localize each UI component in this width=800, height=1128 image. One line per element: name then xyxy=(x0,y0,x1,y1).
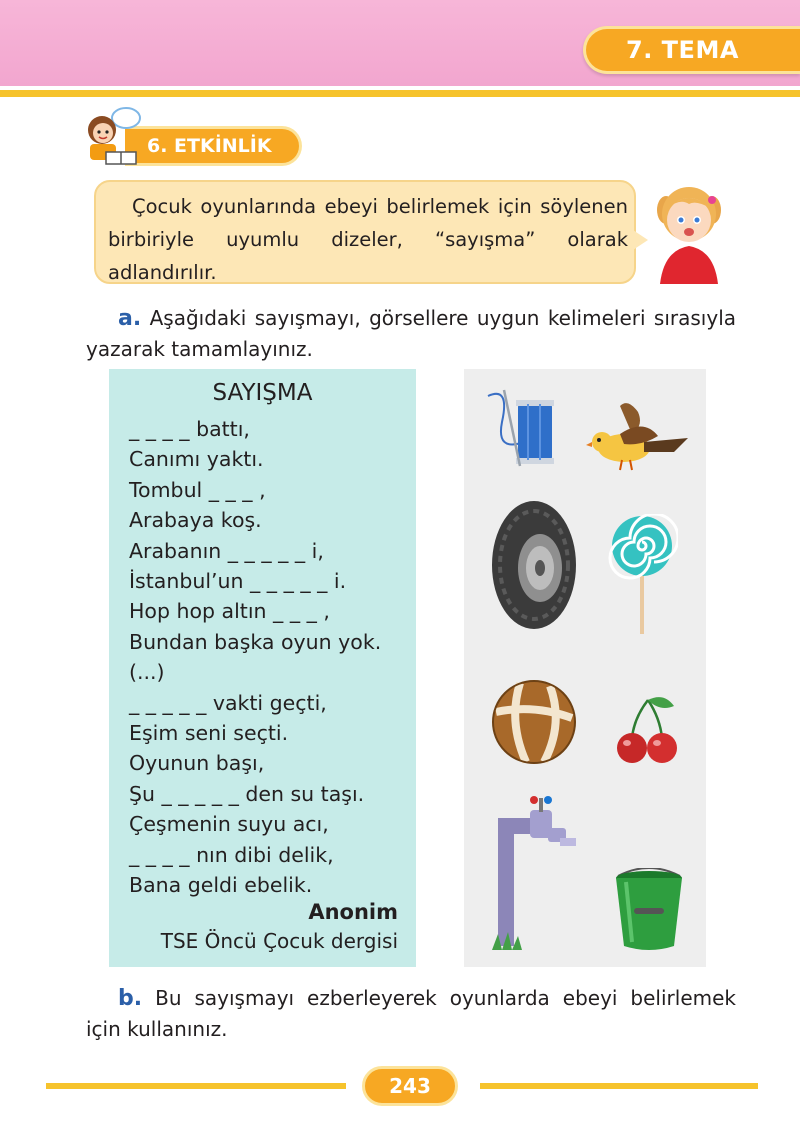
poem-line: Bana geldi ebelik. xyxy=(129,873,313,898)
poem-line: Arabanın _ _ _ _ _ i, xyxy=(129,538,324,563)
instruction-b-marker: b. xyxy=(118,986,143,1011)
poem-source: TSE Öncü Çocuk dergisi xyxy=(160,929,398,953)
poem-line: Bundan başka oyun yok. xyxy=(129,629,382,654)
poem-author: Anonim xyxy=(308,900,398,924)
tema-tab xyxy=(583,26,800,74)
poem-line: Çeşmenin suyu acı, xyxy=(129,812,329,837)
poem-title: SAYIŞMA xyxy=(212,380,313,406)
poem-line: _ _ _ _ nın dibi delik, xyxy=(129,842,334,867)
page-number: 243 xyxy=(389,1074,431,1098)
instruction-a-marker: a. xyxy=(118,306,142,331)
poem-line: _ _ _ _ battı, xyxy=(129,417,250,441)
footer-line-left xyxy=(46,1083,346,1089)
poem-line: Hop hop altın _ _ _ , xyxy=(129,599,330,624)
lollipop-icon xyxy=(606,514,678,640)
poem-lines xyxy=(129,414,381,901)
footer-line-right xyxy=(480,1083,758,1089)
poem-line: Canımı yaktı. xyxy=(129,447,264,472)
needle-thread-icon xyxy=(480,382,566,470)
reading-girl-icon xyxy=(76,104,148,170)
poem-line: Oyunun başı, xyxy=(129,751,265,776)
poem-line: Tombul _ _ _ , xyxy=(129,477,266,502)
page-number-badge xyxy=(362,1066,458,1106)
ball-icon xyxy=(490,678,578,766)
tema-label: 7. TEMA xyxy=(626,36,739,64)
bird-icon xyxy=(584,398,692,472)
activity-label: 6. ETKİNLİK xyxy=(147,135,272,157)
intro-text: Çocuk oyunlarında ebeyi belirlemek için söylenen birbiriyle uyumlu dizeler, “sayışma” olarak adlandırılır. xyxy=(108,195,628,284)
activity-banner xyxy=(125,126,302,166)
header-divider xyxy=(0,90,800,97)
instruction-a-text: Aşağıdaki sayışmayı, görsellere uygun kelimeleri sırasıyla yazarak tamamlayınız. xyxy=(86,306,737,361)
instruction-b xyxy=(86,983,736,1045)
poem-line: Şu _ _ _ _ _ den su taşı. xyxy=(129,781,365,806)
poem-line: Eşim seni seçti. xyxy=(129,721,289,746)
poem-line: (...) xyxy=(129,660,165,685)
poem-line: İstanbul’un _ _ _ _ _ i. xyxy=(129,569,347,594)
girl-character-icon xyxy=(646,180,730,284)
instruction-a xyxy=(86,303,736,365)
cherry-icon xyxy=(614,694,680,766)
poem-line: _ _ _ _ _ vakti geçti, xyxy=(129,690,327,715)
poem-line: Arabaya koş. xyxy=(129,508,262,533)
tire-icon xyxy=(490,498,578,632)
instruction-b-text: Bu sayışmayı ezberleyerek oyunlarda ebeyi belirlemek için kullanınız. xyxy=(86,986,737,1041)
faucet-icon xyxy=(484,794,580,954)
bucket-icon xyxy=(612,868,686,952)
